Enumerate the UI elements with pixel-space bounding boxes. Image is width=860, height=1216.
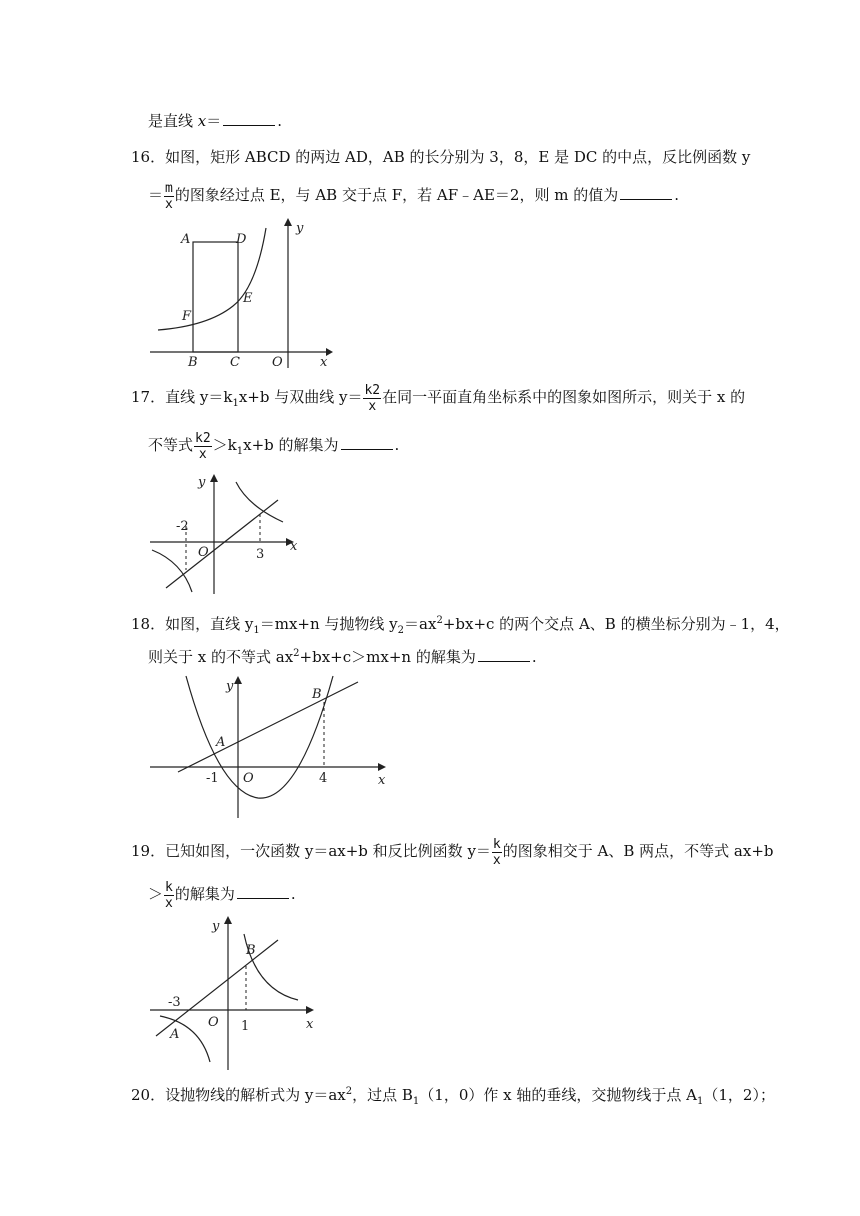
q19-gt: ＞	[148, 885, 164, 903]
q19-label-y: y	[212, 919, 220, 934]
q16-line2	[148, 178, 679, 212]
q16-label-E: E	[243, 291, 253, 306]
q18-label-B: B	[312, 687, 322, 702]
q19-label-O: O	[208, 1015, 219, 1030]
q17-frac1-den: x	[368, 398, 377, 414]
q18-text1b: ＝mx+n 与抛物线 y	[259, 615, 398, 633]
q16-figure	[148, 218, 333, 370]
q19-number: 19．	[131, 842, 166, 860]
q19-label-B: B	[246, 943, 256, 958]
q18-figure	[148, 672, 393, 820]
q17-label-x: x	[290, 539, 298, 554]
q19-text1b: 的图象相交于 A、B 两点，不等式 ax+b	[502, 842, 774, 860]
q19-text2b: 的解集为	[174, 885, 235, 903]
q17-fraction2	[194, 431, 212, 462]
q17-line	[166, 500, 278, 588]
q20-text1b: ，过点 B	[352, 1086, 413, 1104]
q17-label-O: O	[198, 545, 209, 560]
q17-text1c: 在同一平面直角坐标系中的图象如图所示，则关于 x 的	[382, 388, 746, 406]
q19-frac2-den: x	[165, 895, 173, 911]
q19-figure	[148, 912, 323, 1072]
q16-label-B: B	[188, 355, 198, 370]
q17-line2	[148, 428, 399, 469]
q15-answer-blank[interactable]	[223, 111, 275, 126]
q18-text1d: +bx+c 的两个交点 A、B 的横坐标分别为﹣1，4，	[442, 615, 790, 633]
q19-x-arrow	[306, 1006, 314, 1014]
q17-text2b: ＞k	[212, 436, 237, 454]
q15-text: 是直线	[148, 112, 198, 130]
q18-line1	[131, 610, 790, 642]
q17-text1b: x+b 与双曲线 y＝	[238, 388, 363, 406]
q16-label-x: x	[320, 355, 328, 370]
q20-line1	[131, 1081, 775, 1113]
q19-label-1: 1	[241, 1019, 250, 1034]
q16-label-D: D	[236, 232, 247, 247]
q16-label-A: A	[181, 232, 191, 247]
q16-label-F: F	[182, 309, 192, 324]
q19-fraction2	[164, 880, 174, 911]
q18-sub2: 2	[397, 625, 405, 636]
q18-line	[178, 682, 358, 772]
q17-label-m2: -2	[176, 519, 189, 534]
q18-sup1: 2	[436, 615, 443, 626]
q19-text1a: 已知如图，一次函数 y＝ax+b 和反比例函数 y＝	[165, 842, 491, 860]
q16-fraction	[164, 181, 174, 212]
q17-label-3: 3	[256, 547, 265, 562]
q17-figure	[148, 470, 303, 595]
q16-answer-blank[interactable]	[620, 185, 672, 200]
q16-label-C: C	[230, 355, 240, 370]
q16-label-O: O	[272, 355, 283, 370]
q19-line1	[131, 834, 773, 868]
q15-var: x	[197, 112, 207, 130]
q19-frac1-den: x	[492, 852, 501, 868]
q20-sub1: 1	[412, 1096, 420, 1107]
q16-frac-num: m	[165, 180, 173, 196]
q18-label-x: x	[378, 773, 386, 788]
q17-text2c: x+b 的解集为	[243, 436, 339, 454]
q17-text2a: 不等式	[148, 436, 194, 454]
q16-end: .	[674, 186, 680, 204]
q19-label-A: A	[170, 1027, 180, 1042]
q20-sub2: 1	[696, 1096, 704, 1107]
q16-label-y: y	[296, 221, 304, 236]
q19-end: .	[290, 885, 296, 903]
q17-label-y: y	[198, 475, 206, 490]
q16-curve	[158, 228, 266, 330]
q18-text1a: 如图，直线 y	[165, 615, 254, 633]
q19-label-m3: -3	[168, 995, 181, 1010]
q18-sup2: 2	[293, 648, 300, 659]
q20-number: 20．	[131, 1086, 166, 1104]
q17-number: 17．	[131, 388, 166, 406]
q19-label-x: x	[306, 1017, 314, 1032]
q17-frac2-num: k2	[195, 430, 211, 446]
q17-end: .	[394, 436, 400, 454]
q18-end: .	[531, 648, 537, 666]
q15-end: .	[277, 112, 283, 130]
q17-frac2-den: x	[198, 446, 207, 462]
q18-number: 18．	[131, 615, 166, 633]
q20-sup1: 2	[345, 1086, 353, 1097]
q17-y-arrow	[210, 474, 218, 482]
q18-label-O: O	[243, 771, 254, 786]
q19-fraction1	[492, 837, 502, 868]
q18-line2	[148, 643, 537, 668]
q18-text1c: ＝ax	[404, 615, 437, 633]
q19-frac2-num: k	[165, 879, 173, 895]
q17-sub1: 1	[232, 398, 239, 409]
q18-text2a: 则关于 x 的不等式 ax	[148, 648, 294, 666]
q19-hyperbola-q3	[160, 1016, 210, 1062]
q18-answer-blank[interactable]	[478, 647, 530, 662]
q19-frac1-num: k	[492, 836, 501, 852]
q17-text1a: 直线 y＝k	[165, 388, 233, 406]
q18-label-y: y	[226, 679, 234, 694]
q19-answer-blank[interactable]	[237, 884, 289, 899]
q17-frac1-num: k2	[364, 382, 381, 398]
q15-eq: ＝	[206, 112, 222, 130]
q16-line1	[131, 146, 750, 168]
q17-line1	[131, 380, 745, 421]
q19-y-arrow	[224, 916, 232, 924]
q17-answer-blank[interactable]	[341, 435, 393, 450]
q16-text2: 的图象经过点 E，与 AB 交于点 F，若 AF﹣AE＝2，则 m 的值为	[174, 186, 619, 204]
q16-rectangle	[193, 242, 238, 352]
q18-x-arrow	[378, 763, 386, 771]
q18-label-4: 4	[319, 771, 328, 786]
q16-y-arrow	[284, 218, 292, 226]
q20-text1d: （1，2）；	[703, 1086, 775, 1104]
q18-y-arrow	[234, 676, 242, 684]
q18-label-m1: -1	[206, 771, 219, 786]
q18-text2b: +bx+c＞mx+n 的解集为	[299, 648, 476, 666]
q16-eq: ＝	[148, 186, 164, 204]
q18-sub1: 1	[253, 625, 260, 636]
q20-text1c: （1，0）作 x 轴的垂线，交抛物线于点 A	[419, 1086, 697, 1104]
q16-text1: 如图，矩形 ABCD 的两边 AD，AB 的长分别为 3，8，E 是 DC 的中点，反比例函数 y	[165, 148, 751, 166]
q20-text1a: 设抛物线的解析式为 y＝ax	[165, 1086, 346, 1104]
q17-sub2: 1	[236, 446, 244, 457]
q16-frac-den: x	[165, 196, 173, 212]
q19-line2	[148, 877, 296, 911]
q18-label-A: A	[216, 735, 226, 750]
q17-fraction1	[363, 383, 381, 414]
q16-number: 16．	[131, 148, 166, 166]
q15-line	[148, 110, 282, 132]
